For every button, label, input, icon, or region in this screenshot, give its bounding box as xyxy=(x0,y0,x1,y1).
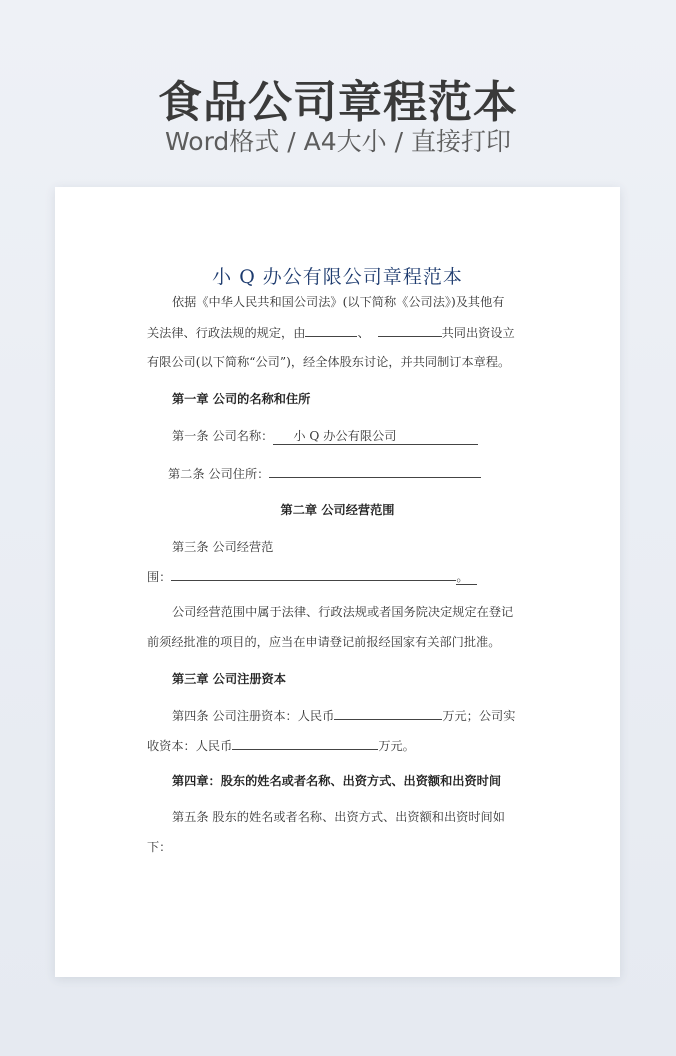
founder-1-blank xyxy=(305,324,357,337)
founder-2-blank xyxy=(378,324,442,337)
article-4-line-1 xyxy=(172,707,557,724)
page-title: 食品公司章程范本 xyxy=(158,77,518,128)
article-4-line-2 xyxy=(147,737,532,754)
intro-line-2-part-c: 共同出资设立 xyxy=(441,326,515,340)
intro-line-1: 依据《中华人民共和国公司法》(以下简称《公司法》)及其他有 xyxy=(172,295,505,309)
chapter-1-heading: 第一章 公司的名称和住所 xyxy=(172,392,311,406)
document-title: 小 Q 办公有限公司章程范本 xyxy=(212,266,463,288)
intro-line-2-sep: 、 xyxy=(357,326,370,340)
chapter-4-heading: 第四章：股东的姓名或者名称、出资方式、出资额和出资时间 xyxy=(172,774,502,788)
article-3-line-2 xyxy=(147,568,532,585)
registered-capital-blank xyxy=(334,707,442,720)
article-4-line-1-label: 第四条 公司注册资本：人民币 xyxy=(172,709,335,723)
chapter-2-heading: 第二章 公司经营范围 xyxy=(280,503,395,517)
article-1 xyxy=(172,428,557,445)
intro-line-2-part-a: 关法律、行政法规的规定，由 xyxy=(147,326,306,340)
article-5-line-1: 第五条 股东的姓名或者名称、出资方式、出资额和出资时间如 xyxy=(172,810,505,824)
document-page xyxy=(55,187,620,977)
company-name-value: 小 Q 办公有限公司 xyxy=(273,428,478,445)
business-scope-blank xyxy=(171,568,456,581)
scope-note-line-2: 前须经批准的项目的，应当在申请登记前报经国家有关部门批准。 xyxy=(147,635,501,649)
article-2-label: 第二条 公司住所： xyxy=(168,467,270,481)
paid-in-capital-blank xyxy=(232,737,378,750)
article-3-end: 。 xyxy=(456,570,476,585)
article-3-line-2-label: 围： xyxy=(147,570,172,584)
scope-note-line-1: 公司经营范围中属于法律、行政法规或者国务院决定规定在登记 xyxy=(172,605,514,619)
article-4-line-2-label: 收资本：人民币 xyxy=(147,739,233,753)
chapter-3-heading: 第三章 公司注册资本 xyxy=(172,672,286,686)
article-4-line-1-end: 万元；公司实 xyxy=(442,709,516,723)
article-2 xyxy=(168,465,553,482)
company-address-blank xyxy=(269,465,481,478)
intro-line-2 xyxy=(147,324,532,341)
intro-line-3: 有限公司(以下简称“公司”)，经全体股东讨论，并共同制订本章程。 xyxy=(147,355,511,369)
page-subtitle: Word格式 / A4大小 / 直接打印 xyxy=(165,127,511,156)
article-3-line-1: 第三条 公司经营范 xyxy=(172,540,274,554)
article-1-label: 第一条 公司名称： xyxy=(172,429,274,443)
article-5-line-2: 下： xyxy=(147,840,172,854)
article-4-line-2-end: 万元。 xyxy=(378,739,415,753)
